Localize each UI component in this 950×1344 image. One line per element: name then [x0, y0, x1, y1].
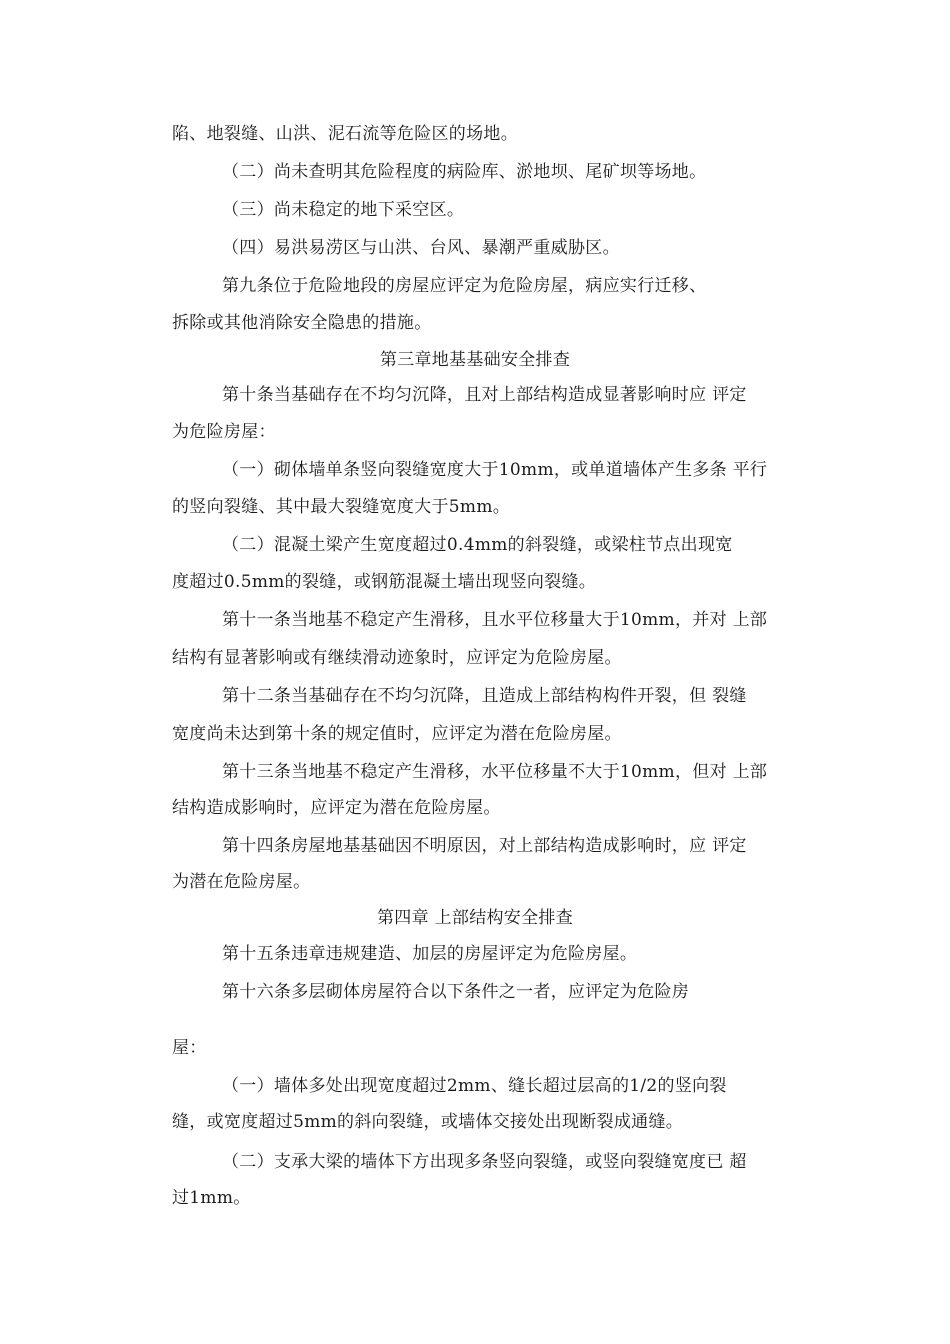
article-15-line: 第十五条违章违规建造、加层的房屋评定为危险房屋。	[222, 944, 638, 964]
article-12-line-1: 第十二条当基础存在不均匀沉降，且造成上部结构构件开裂，但 裂缝	[222, 686, 747, 706]
article-10-line-1: 第十条当基础存在不均匀沉降，且对上部结构造成显著影响时应 评定	[222, 385, 747, 405]
article-16-line-1: 第十六条多层砌体房屋符合以下条件之一者，应评定为危险房	[222, 982, 690, 1002]
article-11-line-2: 结构有显著影响或有继续滑动迹象时，应评定为危险房屋。	[172, 648, 622, 668]
list-item-4: （四）易洪易涝区与山洪、台风、暴潮严重威胁区。	[222, 238, 620, 258]
article-14-line-2: 为潜在危险房屋。	[172, 872, 311, 892]
article-10-line-2: 为危险房屋：	[172, 422, 276, 442]
article-9-line-2: 拆除或其他消除安全隐患的措施。	[172, 313, 432, 333]
article-16-item-1-line-1: （一）墙体多处出现宽度超过2mm、缝长超过层高的1/2的竖向裂	[222, 1076, 727, 1096]
body-text-line: 陷、地裂缝、山洪、泥石流等危险区的场地。	[172, 124, 518, 144]
article-16-line-2: 屋：	[172, 1038, 207, 1058]
list-item-3: （三）尚未稳定的地下采空区。	[222, 200, 465, 220]
article-11-line-1: 第十一条当地基不稳定产生滑移，且水平位移量大于10mm，并对 上部	[222, 610, 768, 630]
article-13-line-1: 第十三条当地基不稳定产生滑移，水平位移量不大于10mm，但对 上部	[222, 762, 768, 782]
article-10-item-1-line-1: （一）砌体墙单条竖向裂缝宽度大于10mm，或单道墙体产生多条 平行	[222, 460, 768, 480]
article-16-item-2-line-2: 过1mm。	[172, 1188, 251, 1208]
article-10-item-2-line-2: 度超过0.5mm的裂缝，或钢筋混凝土墙出现竖向裂缝。	[172, 572, 597, 592]
list-item-2: （二）尚未查明其危险程度的病险库、淤地坝、尾矿坝等场地。	[222, 162, 707, 182]
article-9-line-1: 第九条位于危险地段的房屋应评定为危险房屋，病应实行迁移、	[222, 276, 707, 296]
chapter-3-heading: 第三章地基基础安全排查	[379, 350, 571, 370]
chapter-4-heading: 第四章 上部结构安全排查	[376, 908, 573, 928]
article-12-line-2: 宽度尚未达到第十条的规定值时，应评定为潜在危险房屋。	[172, 724, 622, 744]
article-10-item-1-line-2: 的竖向裂缝、其中最大裂缝宽度大于5mm。	[172, 497, 511, 517]
article-16-item-2-line-1: （二）支承大梁的墙体下方出现多条竖向裂缝，或竖向裂缝宽度已 超	[222, 1152, 747, 1172]
article-16-item-1-line-2: 缝，或宽度超过5mm的斜向裂缝，或墙体交接处出现断裂成通缝。	[172, 1112, 684, 1132]
article-14-line-1: 第十四条房屋地基基础因不明原因，对上部结构造成影响时，应 评定	[222, 836, 747, 856]
article-10-item-2-line-1: （二）混凝土梁产生宽度超过0.4mm的斜裂缝，或梁柱节点出现宽	[222, 535, 733, 555]
article-13-line-2: 结构造成影响时，应评定为潜在危险房屋。	[172, 798, 501, 818]
